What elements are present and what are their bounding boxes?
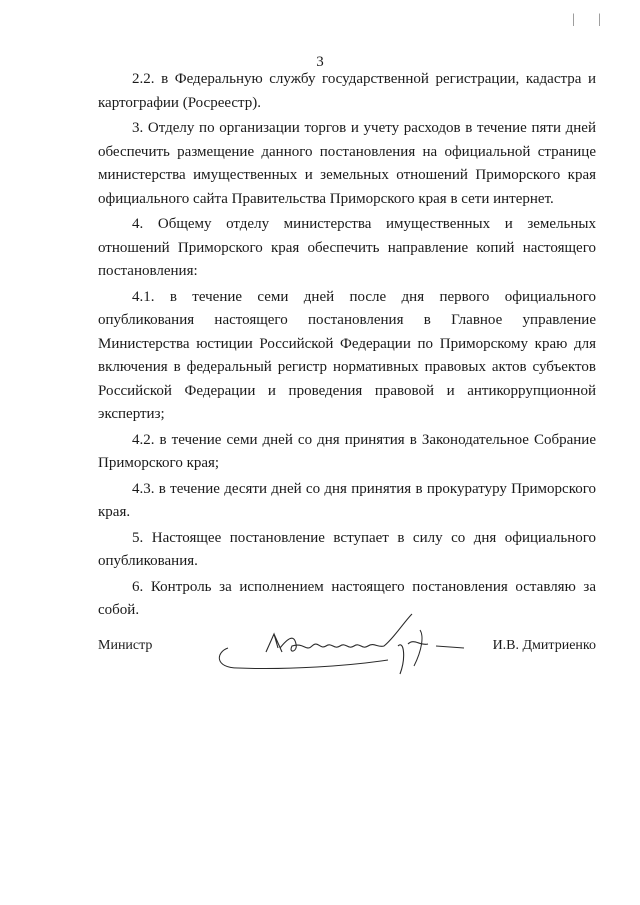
scan-marks: | | <box>572 12 612 27</box>
page-number: 3 <box>316 54 324 70</box>
paragraph-4-2: 4.2. в течение семи дней со дня принятия в Законодательное Собрание Приморского края; <box>98 431 596 471</box>
paragraph-4-1: 4.1. в течение семи дней после дня первого официального опубликования настоящего постановления в Главное управление Министерства юстиции Российской Федерации по Приморскому краю для включения в федеральный регистр нормативных правовых актов субъектов Российской Федерации и проведения правовой и антикоррупционной экспертиз; <box>98 288 596 422</box>
paragraph-5: 5. Настоящее постановление вступает в силу со дня официального опубликования. <box>98 529 596 569</box>
paragraph-3: 3. Отделу по организации торгов и учету расходов в течение пяти дней обеспечить размещение данного постановления на официальной странице министерства имущественных и земельных отношений Приморского края официального сайта Правительства Приморского края в сети интернет. <box>98 120 596 207</box>
paragraph-6: 6. Контроль за исполнением настоящего постановления оставляю за собой. <box>98 578 596 618</box>
paragraph-2-2: 2.2. в Федеральную службу государственной регистрации, кадастра и картографии (Росреестр). <box>98 71 596 111</box>
document-body <box>98 68 596 623</box>
paragraph-4-3: 4.3. в течение десяти дней со дня принятия в прокуратуру Приморского края. <box>98 480 596 520</box>
paragraph-4: 4. Общему отделу министерства имущественных и земельных отношений Приморского края обеспечить направление копий настоящего постановления: <box>98 216 596 279</box>
handwritten-signature <box>208 608 468 688</box>
signatory-name: И.В. Дмитриенко <box>492 638 596 653</box>
signatory-title: Министр <box>98 638 153 653</box>
signature-block <box>98 630 596 690</box>
